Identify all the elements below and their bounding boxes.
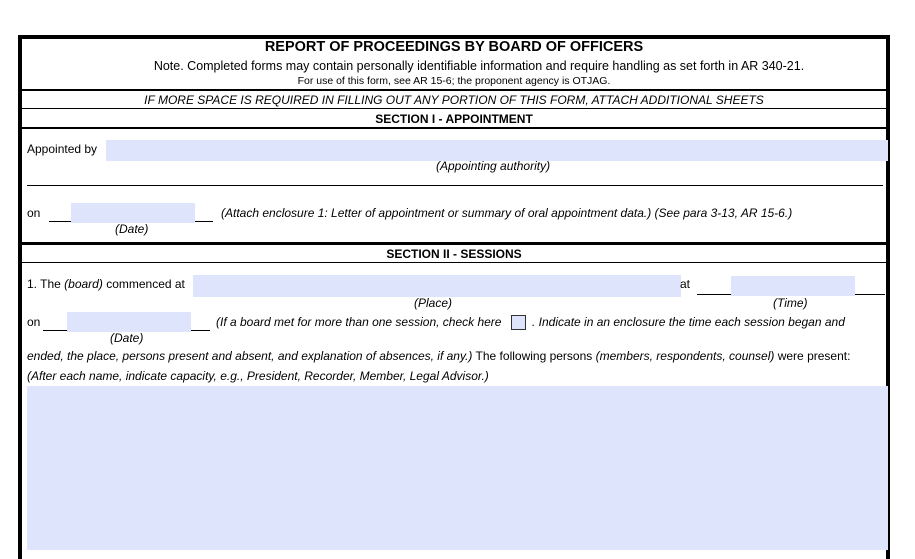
persons-present-line bbox=[27, 349, 850, 363]
appointed-by-label: Appointed by bbox=[27, 142, 98, 156]
item-1-prefix: 1. The bbox=[27, 277, 61, 291]
appointing-authority-caption: (Appointing authority) bbox=[436, 159, 551, 173]
on-label: on bbox=[27, 315, 41, 329]
session-date-field[interactable] bbox=[67, 312, 191, 332]
divider bbox=[22, 262, 886, 263]
time-field[interactable] bbox=[731, 276, 855, 296]
form-title: REPORT OF PROCEEDINGS BY BOARD OF OFFICERS bbox=[264, 39, 644, 55]
board-word: (board) bbox=[64, 277, 103, 291]
ended-text: ended, the place, persons present and absent, and explanation of absences, if any.) bbox=[27, 349, 473, 363]
time-caption: (Time) bbox=[773, 296, 808, 310]
commenced-at-text: commenced at bbox=[106, 277, 185, 291]
commenced-label bbox=[27, 277, 185, 291]
divider bbox=[22, 108, 886, 109]
at-label: at bbox=[680, 277, 691, 291]
divider bbox=[22, 127, 886, 129]
following-persons-text: The following persons bbox=[475, 349, 593, 363]
persons-types-text: (members, respondents, counsel) bbox=[595, 349, 775, 363]
persons-present-textarea[interactable] bbox=[27, 386, 888, 550]
place-field[interactable] bbox=[193, 275, 681, 297]
date-caption: (Date) bbox=[110, 331, 144, 345]
usage-note: For use of this form, see AR 15-6; the proponent agency is OTJAG. bbox=[297, 75, 611, 87]
appointed-by-field[interactable] bbox=[106, 140, 888, 161]
multi-session-text: (If a board met for more than one session, check here bbox=[216, 315, 502, 329]
attach-enclosure-note: (Attach enclosure 1: Letter of appointment or summary of oral appointment data.) (See para 3-13, AR 15-6.) bbox=[221, 206, 793, 220]
additional-sheets-banner: IF MORE SPACE IS REQUIRED IN FILLING OUT ANY PORTION OF THIS FORM, ATTACH ADDITIONAL SHEETS bbox=[144, 93, 764, 107]
appointment-date-field[interactable] bbox=[71, 203, 195, 223]
pii-note: Note. Completed forms may contain personally identifiable information and require handling as set forth in AR 340-21. bbox=[153, 59, 805, 73]
place-caption: (Place) bbox=[414, 296, 453, 310]
divider bbox=[22, 89, 886, 91]
indicate-enclosure-text: . Indicate in an enclosure the time each session began and bbox=[532, 315, 845, 329]
capacity-note: (After each name, indicate capacity, e.g., President, Recorder, Member, Legal Advisor.) bbox=[27, 369, 489, 383]
date-caption: (Date) bbox=[115, 222, 149, 236]
multi-session-checkbox[interactable] bbox=[511, 315, 526, 330]
divider bbox=[27, 185, 883, 186]
were-present-text: were present: bbox=[777, 349, 851, 363]
divider bbox=[22, 242, 886, 245]
section-2-title: SECTION II - SESSIONS bbox=[386, 247, 522, 261]
on-label: on bbox=[27, 206, 41, 220]
section-1-title: SECTION I - APPOINTMENT bbox=[375, 112, 533, 126]
